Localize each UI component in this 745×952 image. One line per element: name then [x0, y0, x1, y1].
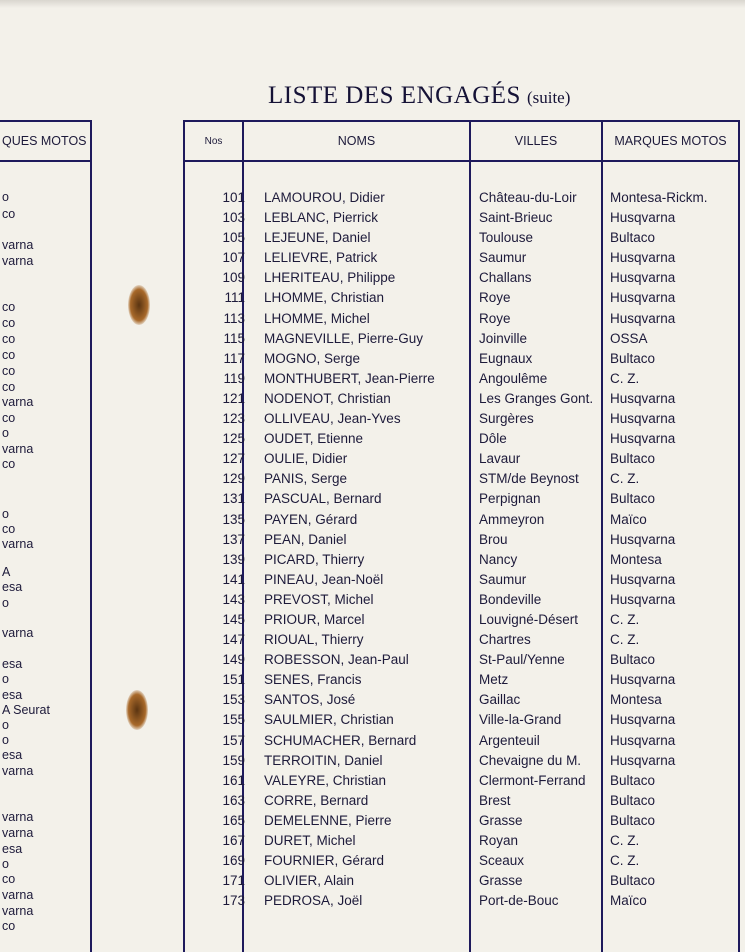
entry-brand: C. Z.	[610, 471, 640, 487]
entry-brand: Husqvarna	[610, 270, 676, 286]
entry-number: 149	[222, 652, 245, 668]
entry-brand: C. Z.	[610, 611, 640, 627]
entry-city: Chartres	[479, 632, 531, 648]
entry-name: CORRE, Bernard	[264, 792, 369, 808]
entry-name: LEBLANC, Pierrick	[264, 210, 379, 226]
left-column-item: co	[2, 300, 16, 314]
entry-city: Eugnaux	[479, 350, 533, 366]
entry-name: SCHUMACHER, Bernard	[264, 732, 417, 748]
table-row	[185, 288, 738, 308]
left-column-item: varna	[2, 254, 34, 268]
left-column-item: varna	[2, 826, 34, 840]
entry-name: PAYEN, Gérard	[264, 511, 358, 527]
entry-city: Roye	[479, 290, 511, 306]
table-row	[185, 851, 738, 871]
entry-city: Saint-Brieuc	[479, 210, 553, 226]
left-column-item: co	[2, 522, 16, 536]
left-column-item: co	[2, 348, 16, 362]
entry-name: PREVOST, Michel	[264, 591, 374, 607]
entry-name: MAGNEVILLE, Pierre-Guy	[264, 330, 424, 346]
entry-brand: Husqvarna	[610, 752, 676, 768]
entry-brand: C. Z.	[610, 370, 640, 386]
entry-brand: Husqvarna	[610, 712, 676, 728]
entry-city: Grasse	[479, 873, 523, 889]
entry-city: Toulouse	[479, 230, 534, 246]
entry-brand: Bultaco	[610, 652, 656, 668]
entry-city: Metz	[479, 672, 509, 688]
entry-name: PEAN, Daniel	[264, 531, 347, 547]
entry-brand: Husqvarna	[610, 411, 676, 427]
left-column-item: varna	[2, 810, 34, 824]
table-row	[185, 429, 738, 449]
entry-brand: Bultaco	[610, 350, 656, 366]
entry-number: 157	[222, 732, 245, 748]
table-row	[185, 409, 738, 429]
entry-brand: Maïco	[610, 511, 647, 527]
entry-brand: Husqvarna	[610, 732, 676, 748]
entry-city: Saumur	[479, 571, 527, 587]
entry-city: Sceaux	[479, 853, 525, 869]
left-column-item: varna	[2, 764, 34, 778]
entry-name: SENES, Francis	[264, 672, 362, 688]
table-row	[185, 650, 738, 670]
table-row	[185, 630, 738, 650]
entries-table	[183, 120, 740, 952]
table-row	[185, 510, 738, 530]
left-column-item: varna	[2, 888, 34, 902]
entry-brand: Husqvarna	[610, 672, 676, 688]
entry-city: Brou	[479, 531, 508, 547]
entry-name: OLLIVEAU, Jean-Yves	[264, 411, 401, 427]
entry-city: Ville-la-Grand	[479, 712, 562, 728]
left-column-item: o	[2, 596, 9, 610]
entry-brand: Bultaco	[610, 491, 656, 507]
table-row	[185, 188, 738, 208]
entry-brand: C. Z.	[610, 632, 640, 648]
entry-name: LAMOUROU, Didier	[264, 190, 385, 205]
page-title	[268, 82, 570, 110]
entry-number: 103	[222, 210, 245, 226]
entry-number: 153	[222, 692, 245, 708]
left-column-item: varna	[2, 537, 34, 551]
entry-city: Dôle	[479, 431, 507, 447]
entry-name: TERROITIN, Daniel	[264, 752, 383, 768]
entry-city: St-Paul/Yenne	[479, 652, 565, 668]
entry-name: LELIEVRE, Patrick	[264, 250, 378, 266]
entry-number: 113	[223, 310, 245, 326]
left-column-item: co	[2, 872, 16, 886]
table-row	[185, 891, 738, 911]
entry-brand: Husqvarna	[610, 591, 676, 607]
entry-city: Port-de-Bouc	[479, 893, 559, 909]
table-row	[185, 389, 738, 409]
entry-number: 137	[222, 531, 245, 547]
entry-number: 169	[222, 853, 245, 869]
entry-city: Royan	[479, 833, 519, 848]
entry-city: Chevaigne du M.	[479, 752, 582, 768]
entry-name: PANIS, Serge	[264, 471, 348, 487]
entry-city: STM/de Beynost	[479, 471, 579, 487]
left-column-item: co	[2, 316, 16, 330]
left-column-item: co	[2, 332, 16, 346]
table-row	[185, 268, 738, 288]
entry-number: 145	[222, 611, 245, 627]
entry-number: 129	[222, 471, 245, 487]
left-column-item: A	[2, 565, 11, 579]
entry-number: 109	[222, 270, 245, 286]
entry-city: Brest	[479, 792, 511, 808]
left-column-item: esa	[2, 657, 23, 671]
table-row	[185, 248, 738, 268]
header-no: Nos	[204, 135, 223, 147]
entry-name: MOGNO, Serge	[264, 350, 361, 366]
entry-name: NODENOT, Christian	[264, 390, 391, 406]
entry-brand: Husqvarna	[610, 250, 676, 266]
entry-number: 165	[222, 812, 245, 828]
table-row	[185, 811, 738, 831]
left-column-item: varna	[2, 626, 34, 640]
table-row	[185, 831, 738, 851]
previous-page-column	[0, 120, 92, 952]
left-column-item: esa	[2, 688, 23, 702]
entry-city: Nancy	[479, 551, 518, 567]
table-row	[185, 369, 738, 389]
entry-name: PINEAU, Jean-Noël	[264, 571, 384, 587]
entry-city: Joinville	[479, 330, 528, 346]
entry-brand: Husqvarna	[610, 210, 676, 226]
left-column-item: co	[2, 207, 16, 221]
entry-number: 141	[222, 571, 245, 587]
entry-city: Ammeyron	[479, 511, 545, 527]
entry-number: 171	[222, 873, 245, 889]
entry-city: Bondeville	[479, 591, 542, 607]
entry-name: PEDROSA, Joël	[264, 893, 363, 909]
table-row	[185, 228, 738, 248]
left-column-item: co	[2, 364, 16, 378]
entry-name: RIOUAL, Thierry	[264, 632, 364, 648]
table-row	[185, 871, 738, 891]
table-body	[185, 188, 738, 911]
table-row	[185, 469, 738, 489]
left-column-item: o	[2, 857, 9, 871]
left-column-item: A Seurat	[2, 703, 50, 717]
entry-name: PICARD, Thierry	[264, 551, 365, 567]
entry-name: DURET, Michel	[264, 833, 356, 848]
entry-number: 155	[222, 712, 245, 728]
entry-number: 121	[222, 390, 245, 406]
entry-number: 167	[222, 833, 245, 848]
entry-name: OULIE, Didier	[264, 451, 348, 467]
left-column-item: o	[2, 190, 9, 204]
entry-name: MONTHUBERT, Jean-Pierre	[264, 370, 435, 386]
table-row	[185, 710, 738, 730]
entry-name: OLIVIER, Alain	[264, 873, 355, 889]
entry-city: Clermont-Ferrand	[479, 772, 586, 788]
title-main: LISTE DES ENGAGÉS	[268, 82, 521, 109]
header-brands: MARQUES MOTOS	[614, 134, 727, 148]
entry-number: 131	[222, 491, 245, 507]
left-column-item: varna	[2, 238, 34, 252]
entry-city: Château-du-Loir	[479, 190, 577, 205]
rust-stain	[126, 690, 148, 730]
entry-city: Saumur	[479, 250, 527, 266]
entry-name: DEMELENNE, Pierre	[264, 812, 392, 828]
entry-city: Surgères	[479, 411, 534, 427]
entry-city: Gaillac	[479, 692, 521, 708]
table-row	[185, 751, 738, 771]
entry-brand: Husqvarna	[610, 310, 676, 326]
entry-number: 139	[222, 551, 245, 567]
rust-stain	[128, 285, 150, 325]
left-column-item: o	[2, 733, 9, 747]
entry-brand: Bultaco	[610, 230, 656, 246]
entry-brand: Bultaco	[610, 873, 656, 889]
left-column-item: varna	[2, 442, 34, 456]
entry-name: LHOMME, Christian	[264, 290, 385, 306]
left-column-header: QUES MOTOS	[0, 122, 92, 162]
entry-city: Lavaur	[479, 451, 521, 467]
entry-brand: Montesa	[610, 551, 662, 567]
table-row	[185, 550, 738, 570]
entry-number: 173	[222, 893, 245, 909]
entry-number: 143	[222, 591, 245, 607]
table-row	[185, 610, 738, 630]
left-column-item: varna	[2, 904, 34, 918]
entry-name: LHERITEAU, Philippe	[264, 270, 396, 286]
entry-city: Roye	[479, 310, 511, 326]
entry-city: Grasse	[479, 812, 523, 828]
left-column-item: o	[2, 718, 9, 732]
page-top-edge	[0, 0, 745, 8]
entry-brand: Bultaco	[610, 772, 656, 788]
entry-name: OUDET, Etienne	[264, 431, 364, 447]
entry-number: 163	[222, 792, 245, 808]
entry-brand: Husqvarna	[610, 290, 676, 306]
table-row	[185, 670, 738, 690]
entry-brand: Bultaco	[610, 812, 656, 828]
entry-number: 111	[224, 290, 245, 306]
entry-number: 151	[222, 672, 245, 688]
entry-number: 119	[223, 370, 245, 386]
entry-city: Perpignan	[479, 491, 541, 507]
header-names: NOMS	[337, 134, 376, 148]
entry-brand: Bultaco	[610, 451, 656, 467]
entry-brand: C. Z.	[610, 833, 640, 848]
entry-name: SAULMIER, Christian	[264, 712, 394, 728]
entry-city: Challans	[479, 270, 532, 286]
entry-brand: Maïco	[610, 893, 647, 909]
left-column-item: esa	[2, 748, 23, 762]
entry-name: LHOMME, Michel	[264, 310, 370, 326]
entry-brand: Husqvarna	[610, 431, 676, 447]
entry-name: VALEYRE, Christian	[264, 772, 387, 788]
entry-brand: Husqvarna	[610, 531, 676, 547]
table-row	[185, 590, 738, 610]
table-row	[185, 329, 738, 349]
header-divider	[185, 160, 738, 162]
table-row	[185, 791, 738, 811]
left-column-item: co	[2, 919, 16, 933]
table-row	[185, 208, 738, 228]
entry-brand: C. Z.	[610, 853, 640, 869]
entry-number: 135	[222, 511, 245, 527]
entry-name: LEJEUNE, Daniel	[264, 230, 371, 246]
left-column-item: esa	[2, 842, 23, 856]
left-column-item: o	[2, 426, 9, 440]
table-row	[185, 570, 738, 590]
entry-brand: Husqvarna	[610, 571, 676, 587]
table-row	[185, 489, 738, 509]
table-row	[185, 771, 738, 791]
entry-number: 115	[223, 330, 245, 346]
entry-number: 123	[222, 411, 245, 427]
entry-number: 127	[222, 451, 245, 467]
entry-number: 159	[222, 752, 245, 768]
left-column-item: o	[2, 507, 9, 521]
entry-number: 147	[222, 632, 245, 648]
table-row	[185, 731, 738, 751]
entry-name: ROBESSON, Jean-Paul	[264, 652, 409, 668]
entry-name: PASCUAL, Bernard	[264, 491, 382, 507]
entry-number: 105	[222, 230, 245, 246]
entry-city: Angoulême	[479, 370, 548, 386]
title-suite: (suite)	[526, 88, 571, 107]
left-column-item: co	[2, 411, 16, 425]
entry-brand: OSSA	[610, 330, 648, 346]
entry-name: FOURNIER, Gérard	[264, 853, 385, 869]
entry-name: SANTOS, José	[264, 692, 356, 708]
left-column-item: co	[2, 457, 16, 471]
entry-number: 107	[222, 250, 245, 266]
entry-number: 117	[223, 350, 245, 366]
table-row	[185, 690, 738, 710]
entry-brand: Bultaco	[610, 792, 656, 808]
header-cities: VILLES	[514, 134, 558, 148]
left-column-item: varna	[2, 395, 34, 409]
table-row	[185, 530, 738, 550]
entry-brand: Montesa-Rickm.	[610, 190, 708, 205]
entry-number: 161	[222, 772, 245, 788]
table-row	[185, 349, 738, 369]
left-column-item: co	[2, 380, 16, 394]
entry-number: 125	[222, 431, 245, 447]
entry-brand: Montesa	[610, 692, 662, 708]
entry-city: Les Granges Gont.	[479, 390, 594, 406]
left-column-item: o	[2, 672, 9, 686]
table-row	[185, 449, 738, 469]
table-row	[185, 309, 738, 329]
left-column-item: esa	[2, 580, 23, 594]
entry-brand: Husqvarna	[610, 390, 676, 406]
entry-name: PRIOUR, Marcel	[264, 611, 365, 627]
entry-city: Louvigné-Désert	[479, 611, 579, 627]
entry-number: 101	[222, 190, 245, 205]
entry-city: Argenteuil	[479, 732, 540, 748]
